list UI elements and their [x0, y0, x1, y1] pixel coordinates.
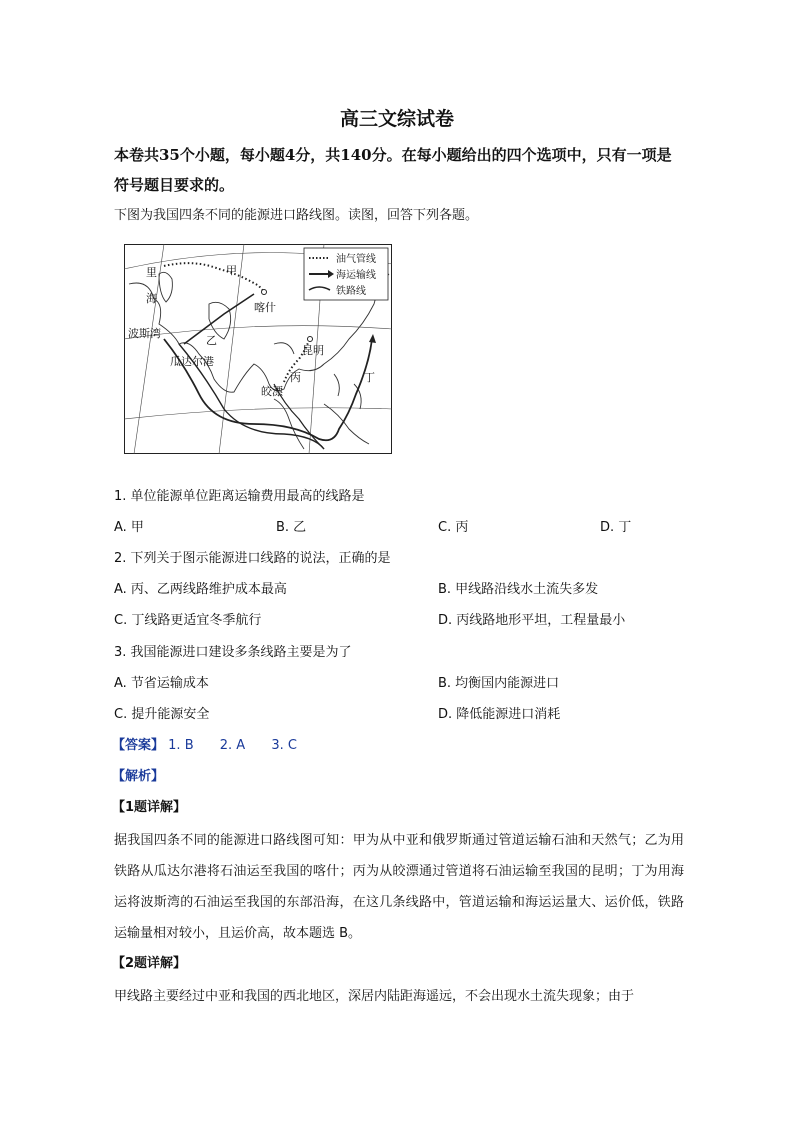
exam-title: 高三文综试卷: [339, 108, 454, 130]
label-kunming: 昆明: [302, 344, 324, 357]
energy-route-map: [124, 244, 392, 454]
label-jiaopiao: 皎漂: [261, 385, 283, 398]
legend-sea-label: 海运输线: [336, 270, 376, 281]
question-3-option-a[interactable]: A. 节省运输成本: [114, 676, 209, 691]
question-2-option-d[interactable]: D. 丙线路地形平坦，工程量最小: [438, 613, 626, 628]
label-li: 里: [146, 266, 157, 279]
label-yi: 乙: [206, 334, 217, 347]
detail-2-text: 甲线路主要经过中亚和我国的西北地区，深居内陆距海遥远，不会出现水土流失现象；由于: [114, 989, 635, 1004]
detail-1-text: 据我国四条不同的能源进口路线图可知：甲为从中亚和俄罗斯通过管道运输石油和天然气；乙为用铁路从瓜达尔港将石油运至我国的喀什；丙为从皎漂通过管道将石油运输至我国的昆明；丁为用海运将波斯湾的石油运至我国的东部沿海，在这几条线路中，管道运输和海运运量大、运价低，铁路运输量相对较小，且运价高，故本题选 B。: [114, 833, 684, 941]
question-2-option-c[interactable]: C. 丁线路更适宜冬季航行: [114, 613, 262, 628]
answer-item-1: 1. B: [168, 738, 194, 753]
label-hai: 海: [146, 292, 157, 305]
exam-instructions: 本卷共35个小题，每小题4分，共140分。在每小题给出的四个选项中，只有一项是符号题目要求的。: [114, 146, 672, 194]
label-bing: 丙: [290, 371, 301, 384]
question-2-option-a[interactable]: A. 丙、乙两线路维护成本最高: [114, 582, 287, 597]
answer-item-2: 2. A: [219, 738, 246, 753]
question-1-option-d[interactable]: D. 丁: [600, 520, 632, 535]
legend-rail-label: 铁路线: [336, 286, 366, 297]
question-1-option-b[interactable]: B. 乙: [276, 520, 307, 535]
legend-pipeline-label: 油气管线: [336, 254, 376, 265]
question-1-stem: 1. 单位能源单位距离运输费用最高的线路是: [114, 489, 365, 504]
question-1-option-c[interactable]: C. 丙: [438, 520, 469, 535]
label-kashi: 喀什: [254, 301, 276, 314]
question-3-option-c[interactable]: C. 提升能源安全: [114, 707, 210, 722]
question-stem-intro: 下图为我国四条不同的能源进口路线图。读图，回答下列各题。: [114, 208, 479, 223]
detail-1-tag: 【1题详解】: [112, 800, 187, 815]
label-jia: 甲: [226, 264, 237, 277]
answer-tag: 【答案】: [112, 738, 165, 753]
answer-line: [112, 737, 319, 755]
detail-2-tag: 【2题详解】: [112, 956, 187, 971]
question-1-option-a[interactable]: A. 甲: [114, 520, 144, 535]
question-2-option-b[interactable]: B. 甲线路沿线水土流失多发: [438, 582, 599, 597]
question-2-stem: 2. 下列关于图示能源进口线路的说法，正确的是: [114, 551, 391, 566]
label-ding: 丁: [364, 371, 375, 384]
question-3-option-d[interactable]: D. 降低能源进口消耗: [438, 707, 561, 722]
analysis-tag: 【解析】: [112, 769, 165, 784]
question-3-stem: 3. 我国能源进口建设多条线路主要是为了: [114, 645, 352, 660]
label-bosi: 波斯湾: [128, 327, 161, 340]
label-guadaer: 瓜达尔港: [170, 355, 214, 368]
question-3-option-b[interactable]: B. 均衡国内能源进口: [438, 676, 560, 691]
answer-item-3: 3. C: [271, 738, 297, 753]
